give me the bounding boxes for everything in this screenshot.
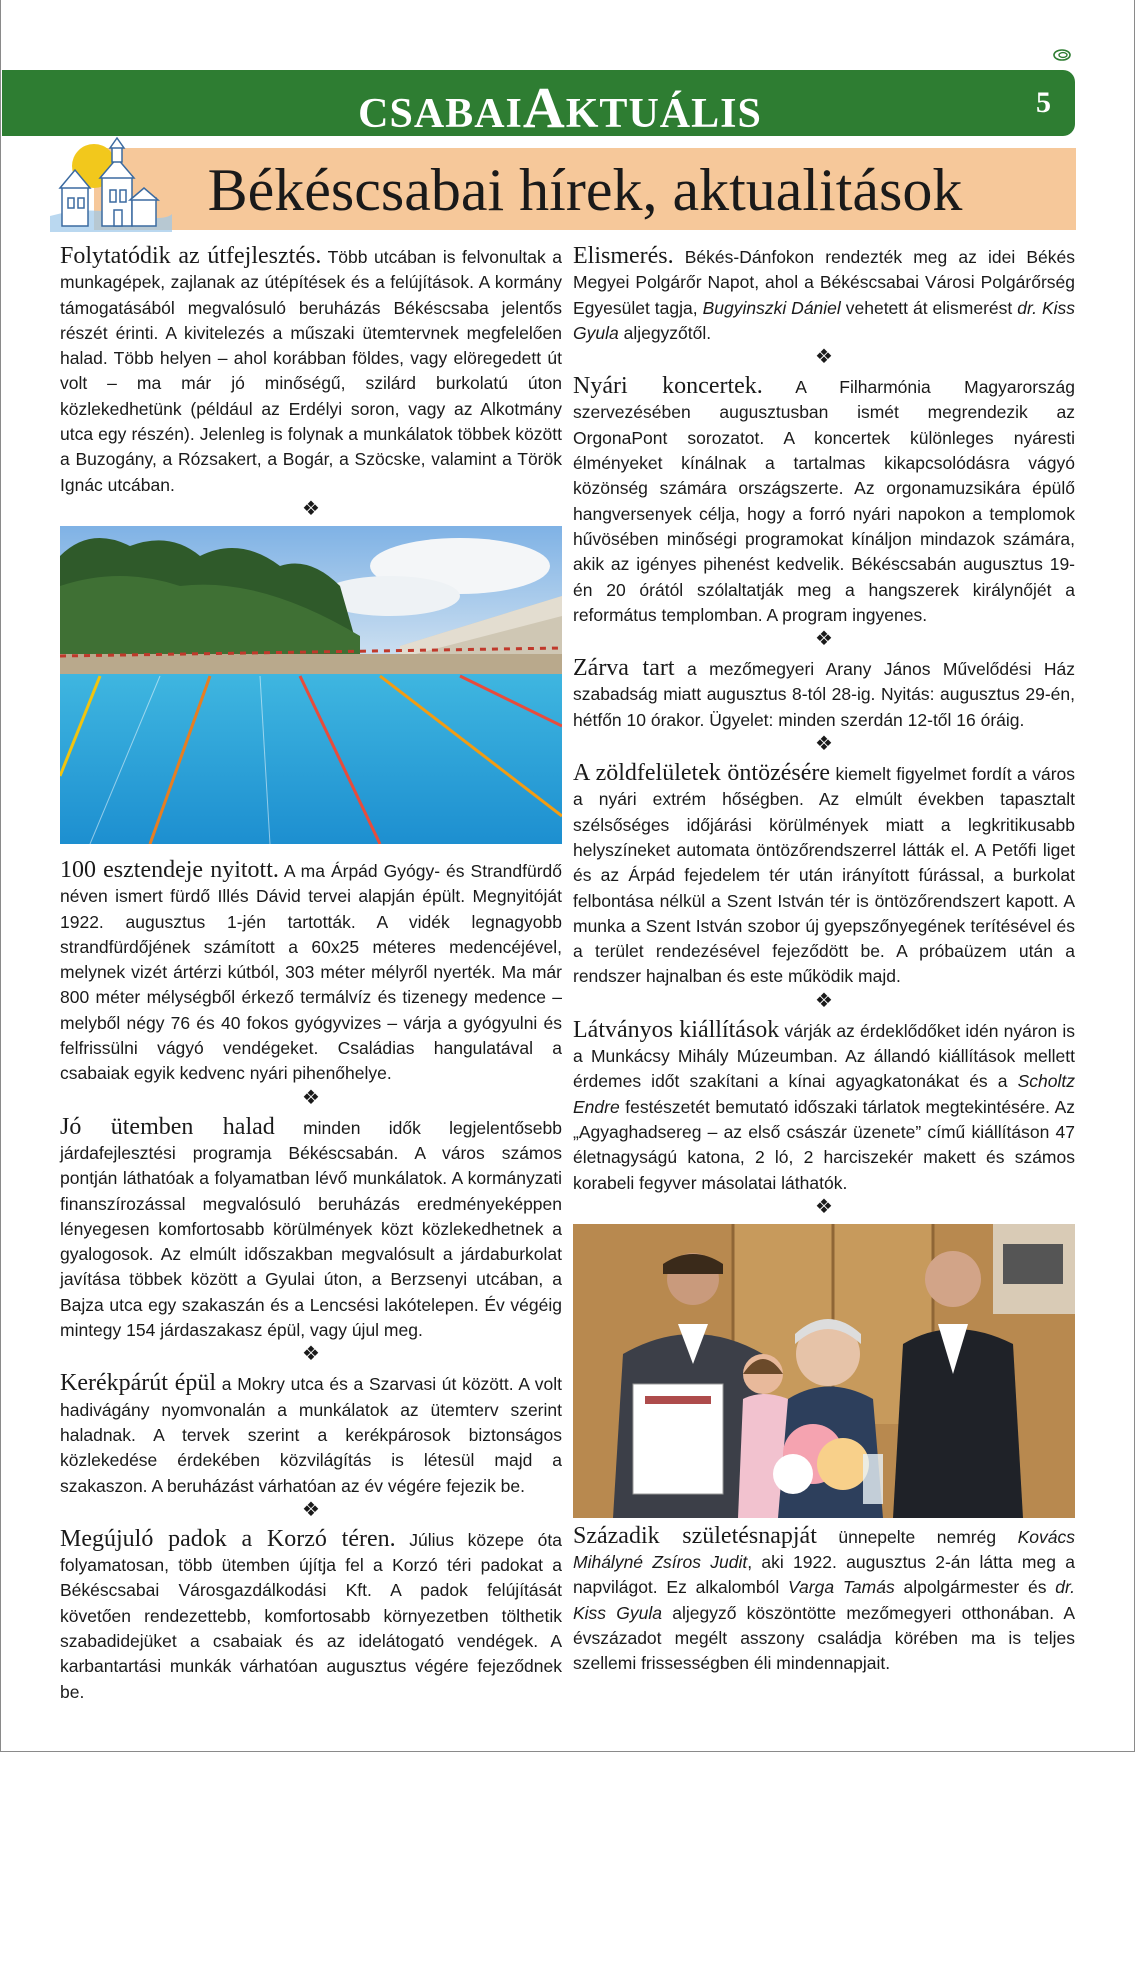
article-body: Július közepe óta folyamatosan, több ütemben újítja fel a Korzó téri padokat a Békéscsabai Városgazdálkodási Kft. A padok felújítását követően rendezettebb, komfortosabb környezetben tölthetik szabadidejüket a csabaiak és az idelátogató vendégek. A karbantartási munkák várhatóan augusztus végére fejeződnek be. [60,1529,562,1702]
article-body: vehetett át elismerést [840,297,1018,318]
article-heading: A zöldfelületek öntözésére [573,760,831,787]
ornament-icon: ❖ [302,1086,320,1109]
article-heading: Elismerés. [573,243,674,269]
masthead [330,74,790,141]
masthead-initial: A [522,75,566,140]
ornament-icon: ❖ [815,346,833,369]
ornament-icon: ❖ [302,1343,320,1366]
article-100th-birthday [573,1524,1075,1677]
article-body: kiemelt figyelmet fordít a város a nyári extrém hőségben. Az elmúlt években tapasztalt szélsőséges időjárási körülmények miatt a legkritikusabb helyszíneket automata öntözőrendszerrel látták el. A Petőfi liget és az Árpád fejedelem tér után irányított fúrással, a burkolat felbontása nélkül a Szent István tér is öntözőrendszert kapott. A munka a Szent István szobor új gyepszőnyegének terítésével és a terület rendezésével fejeződött be. A próbaüzem után a rendszer hajnalban és este működik majd. [573,764,1075,987]
article-heading: Megújuló padok a Korzó téren. [60,1525,396,1552]
swirl-icon [1052,48,1072,62]
article-body: a mezőmegyeri Arany János Művelődési Ház szabadság miatt augusztus 8-tól 28-ig. Nyitás: augusztus 29-én, hétfőn 10 órakor. Ügyelet: minden szerdán 12-től 16 óráig. [573,659,1075,730]
article-body: a Mokry utca és a Szarvasi út között. A volt hadivágány nyomvonalán a munkálatok az ütemterv szerint haladnak. A tervek szerint a kerékpárosok biztonságos közlekedése érdekében közvilágítás is létesül majd a szakaszon. A beruházást várhatóan az év végére fejezik be. [60,1374,562,1496]
article-body: Több utcában is felvonultak a munkagépek, zajlanak az útépítések és a felújítások. A kormány támogatásából megvalósuló beruházás Békéscsaba jelentős részét érinti. A kivitelezés a műszaki ütemtervnek megfelelően halad. Több helyen – ahol korábban földes, vagy elöregedett út volt – ma már jó minőségű, szilárd burkolatú úton közlekedhetünk (például az Erdélyi soron, vagy az Alkotmány utca egy részén). Jelenleg is folynak a munkálatok többek között a Buzogány, a Rózsakert, a Bogár, a Szöcske, valamint a Török Ignác utcában. [60,247,562,495]
article-heading: Jó ütemben halad [60,1113,275,1140]
person-name: Varga Tamás [788,1577,895,1598]
article-sidewalk-program [60,1115,562,1344]
article-body: , aki 1922. augusztus 2-án látta meg a napvilágot. Ez alkalomból [573,1552,1075,1598]
masthead-part-1: CSABAI [358,91,523,137]
article-body: ünnepelte nemrég [816,1526,1018,1547]
birthday-celebration-photo [573,1224,1075,1518]
article-heading: Zárva tart [573,655,675,682]
person-name: Kovács Mihályné Zsíros Judit [573,1526,1075,1573]
ornament-icon: ❖ [302,497,320,520]
page-title: Békéscsabai hírek, aktualitások [207,157,963,223]
article-korzo-benches [60,1527,562,1705]
swimming-pool-photo [60,526,562,844]
article-heading: Látványos kiállítások [573,1016,780,1043]
article-body: várják az érdeklődőket idén nyáron is a Munkácsy Mihály Múzeumban. Az állandó kiállítások mellett érdemes időt szakítani a kínai agyagkatonákat és a [573,1020,1075,1092]
article-body: A ma Árpád Gyógy- és Strandfürdő néven ismert fürdő Illés Dávid tervei alapján épült. Megnyitóját 1922. augusztus 1-jén tartották. A vidék legnagyobb strandfürdőjének számított a 60x25 méteres medencéjével, melynek vizét ártérzi kútból, 303 méter mélyről nyerték. Ma már 800 méter mélységből érkező termálvíz és tizenegy medence – melyből négy 76 és 40 fokos gyógyvizes – várja a gyógyulni és felfrissülni vágyó vendégeket. Családias hangulatával a csabaiak egyik kedvenc nyári pihenőhelye. [60,860,562,1084]
article-body: alpolgármester és [894,1577,1056,1598]
ornament-icon: ❖ [815,628,833,651]
right-column [573,244,1075,1677]
article-summer-concerts [573,374,1075,628]
masthead-part-2: KTUÁLIS [565,91,762,137]
article-road-development [60,244,562,498]
article-body: A Filharmónia Magyarország szervezésében augusztusban ismét megrendezik az OrgonaPont sorozatot. A koncertek különleges nyáresti élményeket kínálnak a tartalmas kikapcsolódásra vágyó közönség számára országszerte. Az orgonamuzsikára épülő hangversenyek célja, hogy a forró nyári napokon a templomok hűvösében minőségi programokat kínáljon mindazok számára, akik az igényes pihenést kedvelik. Békéscsabán augusztus 19-én 20 órától szólaltatják meg a hangszerek királynőjét a református templomban. A program ingyenes. [573,377,1075,625]
person-name: Scholtz Endre [573,1071,1075,1117]
article-bath-centenary [60,858,562,1087]
article-recognition [573,244,1075,346]
article-irrigation [573,761,1075,990]
article-body: Békés-Dánfokon rendezték meg az idei Békés Megyei Polgárőr Napot, ahol a Békéscsabai Városi Polgárőrség Egyesület tagja, [573,247,1075,318]
ornament-icon: ❖ [302,1498,320,1521]
article-heading: Kerékpárút épül [60,1370,217,1397]
ornament-icon: ❖ [815,1195,833,1218]
article-heading: Századik születésnapját [573,1522,817,1549]
person-name: Bugyinszki Dániel [702,297,841,318]
article-heading: Folytatódik az útfejlesztés. [60,243,322,269]
person-name: dr. Kiss Gyula [573,297,1076,343]
article-body: minden idők legjelentősebb járdafejlesztési programja Békéscsabán. A város számos pontján láthatóak a folyamatban lévő munkálatok. A kormányzati finanszírozással megvalósuló beruházás eredményeképpen lényegesen komfortosabb körülmények közt közlekedhetnek a gyalogosok. Az elmúlt időszakban megvalósult a járdaburkolat javítása többek között a Gyulai úton, a Berzsenyi utcában, a Bajza utca egy szakaszán és a Lencsési lakótelepen. Év végéig mintegy 154 járdaszakasz épül, vagy újul meg. [60,1117,562,1341]
ornament-icon: ❖ [815,733,833,756]
person-name: dr. Kiss Gyula [573,1577,1075,1623]
article-exhibitions [573,1018,1075,1196]
article-body: aljegyzőtől. [618,322,712,343]
article-bike-path [60,1371,562,1498]
article-body: festészetét bemutató időszaki tárlatok megtekintésére. Az „Agyaghadsereg – az első császár üzenete” című kiállításon 47 életnagyságú katona, 2 ló, 2 harciszekér makett és számos korabeli fegyver másolatai láthatók. [573,1096,1075,1193]
article-body: aljegyző köszöntötte mezőmegyeri otthonában. A évszázadot megélt asszony családja körében ma is teljes szellemi frissességben éli mindennapjait. [573,1602,1075,1674]
article-heading: 100 esztendeje nyitott. [60,856,279,883]
article-closed [573,656,1075,733]
ornament-icon: ❖ [815,989,833,1012]
page-number: 5 [1036,86,1051,119]
article-heading: Nyári koncertek. [573,373,763,400]
left-column [60,244,562,1705]
